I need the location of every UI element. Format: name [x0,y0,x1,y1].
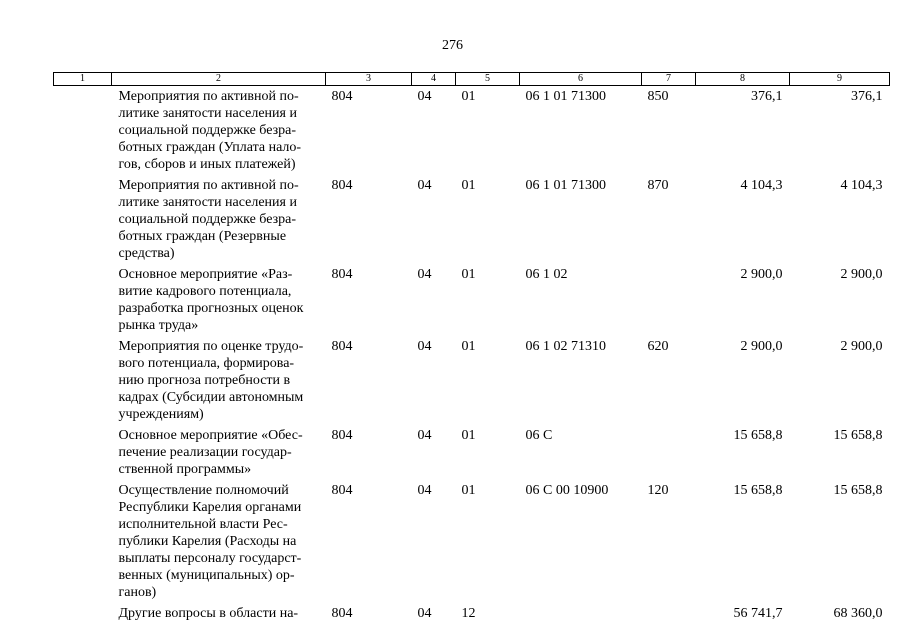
row-cell-col3: 804 [331,178,353,193]
row-name-line: ботных граждан (Резервные [118,229,287,244]
row-cell-col6 [520,603,642,624]
header-col-9: 9 [790,73,890,86]
header-col-3: 3 [326,73,412,86]
row-cell-col3: 804 [331,267,353,282]
row-name-line: исполнительной власти Рес- [118,517,288,532]
row-name-line: ганов) [118,585,157,600]
row-name-cell [112,425,326,480]
row-cell-col3: 804 [331,339,353,354]
row-name-line: социальной поддержке безра- [118,212,297,227]
row-name-line: литике занятости населения и [118,106,297,121]
row-cell-col7 [642,425,696,480]
row-cell-col7: 620 [647,339,669,354]
row-name-cell [112,264,326,336]
header-col-6: 6 [520,73,642,86]
row-cell-col5: 01 [461,483,476,498]
row-name-line: Мероприятия по активной по- [118,89,299,104]
row-name-line: социальной поддержке безра- [118,123,297,138]
row-name-line: Мероприятия по оценке трудо- [118,339,304,354]
row-name-line: кадрах (Субсидии автономным [118,390,304,405]
row-cell-col1 [54,480,112,603]
row-name-line: учреждениям) [118,407,204,422]
row-name-line: выплаты персоналу государст- [118,551,302,566]
table-row [54,425,890,480]
table-row [54,336,890,425]
row-name-line: венных (муниципальных) ор- [118,568,295,583]
row-cell-col6: 06 1 02 [525,267,568,282]
row-name-cell [112,480,326,603]
row-name-line: Мероприятия по активной по- [118,178,299,193]
budget-table [53,72,890,624]
row-name-cell [112,603,326,624]
row-cell-col4: 04 [417,339,432,354]
row-cell-col7: 850 [647,89,669,104]
row-name-line: печение реализации государ- [118,445,292,460]
header-col-2: 2 [112,73,326,86]
row-cell-col6: 06 С 00 10900 [525,483,609,498]
table-row [54,480,890,603]
row-name-line: гов, сборов и иных платежей) [118,157,296,172]
row-cell-col9: 376,1 [851,89,883,104]
row-cell-col6: 06 1 02 71310 [525,339,606,354]
page-number: 276 [442,38,463,53]
row-cell-col1 [54,603,112,624]
header-col-7: 7 [642,73,696,86]
row-cell-col6: 06 1 01 71300 [525,89,606,104]
row-cell-col6: 06 1 01 71300 [525,178,606,193]
row-cell-col4: 04 [417,267,432,282]
row-cell-col9: 15 658,8 [833,483,883,498]
header-col-1: 1 [54,73,112,86]
row-cell-col9: 15 658,8 [833,428,883,443]
row-cell-col9: 2 900,0 [840,339,883,354]
table-row [54,175,890,264]
table-header [54,73,890,86]
row-cell-col1 [54,175,112,264]
header-col-8: 8 [696,73,790,86]
row-cell-col7 [642,264,696,336]
row-cell-col7: 120 [647,483,669,498]
row-name-line: литике занятости населения и [118,195,297,210]
row-cell-col1 [54,336,112,425]
table-body [54,86,890,625]
row-cell-col3: 804 [331,606,353,621]
row-cell-col8: 376,1 [751,89,783,104]
row-cell-col5: 01 [461,428,476,443]
row-cell-col9: 68 360,0 [833,606,883,621]
row-cell-col1 [54,425,112,480]
row-name-line: Основное мероприятие «Раз- [118,267,293,282]
row-name-line: ботных граждан (Уплата нало- [118,140,302,155]
header-col-4: 4 [412,73,456,86]
row-name-line: рынка труда» [118,318,199,333]
row-name-line: разработка прогнозных оценок [118,301,304,316]
row-cell-col9: 2 900,0 [840,267,883,282]
row-cell-col4: 04 [417,178,432,193]
row-name-cell [112,175,326,264]
row-name-line: Осуществление полномочий [118,483,289,498]
row-cell-col8: 15 658,8 [733,483,783,498]
row-cell-col3: 804 [331,89,353,104]
row-name-line: средства) [118,246,175,261]
row-name-line: ственной программы» [118,462,252,477]
row-cell-col1 [54,264,112,336]
row-cell-col9: 4 104,3 [840,178,883,193]
table-row [54,264,890,336]
row-cell-col1 [54,86,112,176]
header-col-5: 5 [456,73,520,86]
row-cell-col7 [642,603,696,624]
row-cell-col3: 804 [331,428,353,443]
row-name-cell [112,336,326,425]
row-cell-col5: 12 [461,606,476,621]
table-row [54,603,890,624]
row-name-line: витие кадрового потенциала, [118,284,292,299]
row-cell-col7: 870 [647,178,669,193]
row-name-line: Республики Карелия органами [118,500,302,515]
row-cell-col8: 56 741,7 [733,606,783,621]
row-cell-col3: 804 [331,483,353,498]
row-cell-col5: 01 [461,339,476,354]
row-name-cell [112,86,326,176]
table-row [54,86,890,176]
row-name-line: публики Карелия (Расходы на [118,534,297,549]
row-name-line: вого потенциала, формирова- [118,356,295,371]
row-cell-col4: 04 [417,428,432,443]
row-cell-col5: 01 [461,267,476,282]
row-cell-col8: 15 658,8 [733,428,783,443]
row-cell-col5: 01 [461,178,476,193]
row-cell-col4: 04 [417,483,432,498]
row-cell-col8: 4 104,3 [740,178,783,193]
row-cell-col8: 2 900,0 [740,339,783,354]
row-cell-col6: 06 С [525,428,553,443]
row-cell-col8: 2 900,0 [740,267,783,282]
row-name-line: Другие вопросы в области на- [118,606,299,621]
row-cell-col5: 01 [461,89,476,104]
row-name-line: нию прогноза потребности в [118,373,291,388]
row-cell-col4: 04 [417,89,432,104]
row-cell-col4: 04 [417,606,432,621]
row-name-line: Основное мероприятие «Обес- [118,428,303,443]
